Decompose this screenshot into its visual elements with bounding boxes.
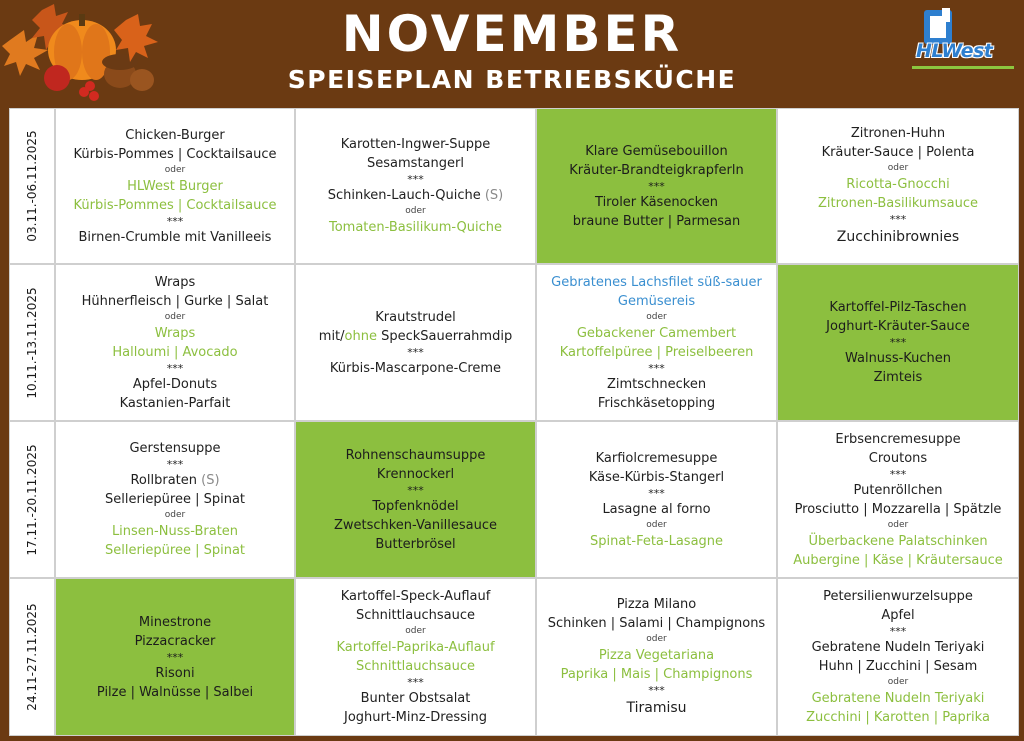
menu-text: ohne [344,328,377,344]
menu-line [599,646,714,665]
menu-day-cell [536,578,777,736]
menu-line [577,324,736,343]
menu-text: Lasagne al forno [602,501,711,517]
menu-text: oder [164,164,186,175]
menu-line [888,519,908,532]
menu-text: Zucchini | Karotten | Paprika [806,710,990,725]
menu-text: oder [164,510,186,520]
menu-line [890,625,907,638]
page-title: NOVEMBER [341,5,683,63]
menu-line [596,449,718,468]
menu-text: Karotten-Ingwer-Suppe [340,137,491,152]
menu-line [890,336,907,349]
menu-text: *** [648,179,665,193]
menu-text: Apfel [881,608,915,623]
menu-text: Joghurt-Minz-Dressing [344,710,487,725]
menu-text: Gebratene Nudeln Teriyaki [811,691,985,706]
menu-line [617,595,697,614]
menu-line [795,500,1002,519]
menu-line [890,468,907,481]
menu-text: Huhn | Zucchini | Sesam [818,659,978,674]
menu-text: *** [407,483,424,497]
menu-text: Kürbis-Pommes | Cocktailsauce [73,197,277,213]
menu-line [835,430,960,449]
menu-text: Schinken | Salami | Champignons [547,616,766,631]
menu-line [573,212,741,231]
menu-day-cell [55,421,295,578]
menu-line [598,394,715,413]
menu-line [79,228,272,247]
menu-line [139,613,211,632]
menu-text: oder [164,311,186,322]
menu-day-cell [777,421,1019,578]
menu-line [407,173,424,186]
menu-line [129,439,220,458]
menu-line [407,676,424,689]
menu-text: Kartoffel-Pilz-Taschen [829,300,967,315]
menu-text: oder [887,163,909,173]
menu-line [165,509,185,522]
menu-text: Risoni [155,665,195,681]
menu-text: *** [889,467,907,481]
menu-text: Gebackener Camembert [576,325,737,341]
menu-text: Croutons [868,450,928,466]
menu-line [133,375,217,394]
week-row [9,421,1019,578]
menu-text: Birnen-Crumble mit Vanilleeis [78,229,272,245]
menu-text: HLWest Burger [127,178,223,194]
menu-line [155,664,194,683]
menu-line [407,346,424,359]
menu-text: Schnittlauchsauce [355,608,475,623]
menu-text: Gerstensuppe [129,441,221,456]
menu-text: *** [166,214,184,228]
menu-day-cell [55,264,295,421]
menu-text: Kartoffel-Paprika-Auflauf [336,640,495,655]
menu-text: *** [648,486,665,500]
menu-text: Apfel-Donuts [132,376,218,392]
menu-line [548,614,765,633]
menu-line [105,490,245,509]
menu-text: Minestrone [138,614,212,630]
menu-line [829,298,966,317]
menu-day-cell [777,578,1019,736]
menu-text: Speck [376,328,421,344]
menu-day-cell [55,578,295,736]
menu-line [405,205,425,218]
menu-text: Pizzacracker [134,633,216,649]
menu-day-cell [777,264,1019,421]
menu-text: *** [648,684,665,697]
menu-line [165,164,185,177]
menu-line [344,708,487,727]
menu-day-cell [536,264,777,421]
menu-text: *** [889,213,907,226]
menu-text: *** [166,361,184,375]
menu-text: Kartoffelpüree | Preiselbeeren [559,344,754,360]
menu-text: Krennockerl [376,466,455,482]
menu-day-cell [295,421,536,578]
menu-text: Sesamstangerl [367,156,464,171]
week-date-text: 17.11.-20.11.2025 [25,443,39,556]
menu-text: Wraps [154,274,196,290]
menu-line [120,394,231,413]
menu-text: Pizza Vegetariana [598,648,715,663]
menu-line [74,196,277,215]
logo-underline [912,66,1014,69]
menu-text: Zwetschken-Vanillesauce [333,517,498,533]
menu-line [112,522,238,541]
menu-line [826,317,970,336]
menu-text: (S) [484,188,504,203]
menu-text: Ricotta-Gnocchi [846,177,950,192]
menu-line [336,638,494,657]
menu-line [356,657,475,676]
menu-line [155,273,196,292]
header [0,0,1024,108]
menu-line [346,446,486,465]
menu-text: *** [648,361,665,375]
menu-text: Kürbis-Mascarpone-Creme [329,360,502,376]
menu-line [846,175,950,194]
menu-text: oder [405,626,426,636]
menu-line [569,161,743,180]
menu-text: Erbsencremesuppe [835,431,961,447]
menu-text: braune Butter | Parmesan [572,213,741,229]
menu-line [648,362,665,375]
logo-text: HLWest [916,40,993,62]
menu-line [155,324,196,343]
menu-text: *** [166,458,184,471]
menu-text: Aubergine | Käse | Kräutersauce [793,552,1003,568]
menu-line [328,186,504,205]
menu-text: Gebratenes Lachsfilet süß-sauer [551,274,762,290]
week-row [9,264,1019,421]
menu-line [167,651,184,664]
menu-text: Tiroler Käsenocken [595,194,718,210]
menu-line [330,359,501,378]
menu-text: Zitronen-Huhn [850,126,946,141]
menu-text: Pizza Milano [616,597,697,612]
menu-day-cell [536,108,777,264]
menu-text: Kräuter-Brandteigkrapferln [569,162,744,178]
menu-text: Zitronen-Basilikumsauce [818,196,978,211]
menu-text: oder [646,634,667,644]
menu-text: Zimtschnecken [606,376,707,392]
menu-grid [9,108,1019,736]
menu-text: Walnuss-Kuchen [844,351,952,366]
menu-text: *** [889,336,907,349]
menu-text: Gebratene Nudeln Teriyaki [811,640,985,655]
menu-line [356,606,475,625]
menu-text: Chicken-Burger [125,127,225,143]
menu-line [405,625,425,638]
menu-line [646,311,666,324]
menu-line [341,587,491,606]
week-row [9,578,1019,736]
menu-line [888,162,908,175]
menu-text: Joghurt-Kräuter-Sauce [826,319,970,334]
menu-text: Schinken-Lauch-Quiche [327,188,485,203]
menu-text: Schnittlauchsauce [355,659,475,674]
menu-text: Käse-Kürbis-Stangerl [588,469,725,485]
week-date-text: 24.11-27.11.2025 [25,603,39,711]
menu-text: Butterbrösel [375,536,456,552]
menu-line [377,465,454,484]
menu-line [806,708,990,727]
menu-line [589,468,724,487]
menu-line [135,632,216,651]
menu-line [585,142,728,161]
menu-line [890,213,907,226]
menu-day-cell [295,108,536,264]
menu-line [561,665,753,684]
menu-text: Topfenknödel [372,498,459,514]
menu-line [329,218,502,237]
menu-line [590,532,723,551]
menu-text: Prosciutto | Mozzarella | Spätzle [794,501,1002,517]
menu-text: Karfiolcremesuppe [595,450,718,466]
week-row [9,108,1019,264]
menu-line [845,349,951,368]
menu-line [851,124,945,143]
menu-text: Gemüsereis [617,293,696,309]
menu-line [602,500,710,519]
menu-text: Kürbis-Pommes | Cocktailsauce [73,146,277,162]
menu-day-cell [536,421,777,578]
menu-text: Pilze | Walnüsse | Salbei [96,684,254,700]
menu-text: *** [407,173,424,186]
menu-text: Bunter Obstsalat [360,691,471,706]
menu-line [853,481,942,500]
menu-line [372,497,458,516]
menu-line [646,633,666,646]
menu-line [407,484,424,497]
menu-day-cell [777,108,1019,264]
menu-day-cell [295,578,536,736]
menu-day-cell [55,108,295,264]
menu-line [648,684,665,697]
menu-line [819,657,978,676]
menu-line [793,551,1003,570]
menu-text: *** [407,345,424,359]
menu-text: *** [889,625,907,638]
menu-line [375,535,455,554]
menu-line [808,532,987,551]
menu-line [823,587,973,606]
menu-line [646,519,666,532]
menu-line [82,292,269,311]
menu-text: (S) [201,473,220,488]
menu-line [361,689,471,708]
menu-line [130,471,219,490]
menu-text: Kastanien-Parfait [119,395,231,411]
menu-line [618,292,695,311]
menu-line [341,135,491,154]
menu-line [167,215,184,228]
menu-text: Zimteis [873,370,923,385]
menu-text: Linsen-Nuss-Braten [111,524,239,539]
menu-text: Rohnenschaumsuppe [345,447,486,463]
menu-line [551,273,762,292]
menu-text: Petersilienwurzelsuppe [823,589,973,604]
menu-day-cell [295,264,536,421]
menu-line [626,697,686,719]
week-date-label [9,421,55,578]
menu-line [822,143,975,162]
week-date-text: 10.11.-13.11.2025 [25,286,39,399]
menu-line [881,606,914,625]
menu-text: Rollbraten [130,473,202,488]
menu-text: Tomaten-Basilikum-Quiche [328,220,503,235]
menu-line [812,638,985,657]
menu-line [595,193,718,212]
menu-line [812,689,985,708]
menu-line [888,676,908,689]
menu-text: Spinat-Feta-Lasagne [589,533,724,549]
week-date-label [9,264,55,421]
menu-line [112,343,237,362]
menu-text: Tiramisu [626,700,687,716]
menu-line [319,327,512,346]
menu-text: Krautstrudel [375,309,456,325]
menu-line [97,683,253,702]
menu-line [607,375,706,394]
menu-line [167,362,184,375]
menu-line [648,487,665,500]
menu-line [167,458,184,471]
menu-text: Selleriepüree | Spinat [104,492,246,507]
menu-text: *** [166,650,184,664]
menu-text: Sauerrahmdip [420,328,513,344]
menu-text: Paprika | Mais | Champignons [560,667,753,682]
menu-line [367,154,464,173]
week-date-label [9,108,55,264]
menu-text: Wraps [154,325,196,341]
menu-text: Kräuter-Sauce | Polenta [821,145,975,160]
menu-text: Frischkäsetopping [597,395,716,411]
menu-line [125,126,224,145]
menu-line [869,449,927,468]
menu-line [837,226,959,248]
menu-line [648,180,665,193]
menu-text: Kartoffel-Speck-Auflauf [340,589,491,604]
menu-text: Halloumi | Avocado [112,344,238,360]
menu-text: oder [887,519,909,530]
page-subtitle: SPEISEPLAN BETRIEBSKÜCHE [287,65,737,94]
menu-text: *** [407,676,424,689]
menu-line [74,145,277,164]
menu-text: oder [646,519,667,530]
menu-line [874,368,923,387]
week-date-label [9,578,55,736]
menu-line [375,308,456,327]
menu-text: Selleriepüree | Spinat [104,543,246,558]
menu-text: Überbackene Palatschinken [808,533,988,549]
menu-line [165,311,185,324]
menu-text: oder [405,206,426,216]
menu-text: oder [646,311,667,322]
menu-text: mit/ [318,328,345,344]
menu-line [127,177,223,196]
menu-line [818,194,978,213]
menu-line [560,343,754,362]
menu-line [334,516,497,535]
menu-text: Zucchinibrownies [836,229,960,245]
week-date-text: 03.11.-06.11.2025 [25,130,39,242]
menu-text: Klare Gemüsebouillon [585,143,728,159]
menu-text: oder [887,677,909,687]
menu-text: Hühnerfleisch | Gurke | Salat [81,293,269,309]
menu-text: Putenröllchen [853,482,943,498]
menu-line [105,541,245,560]
